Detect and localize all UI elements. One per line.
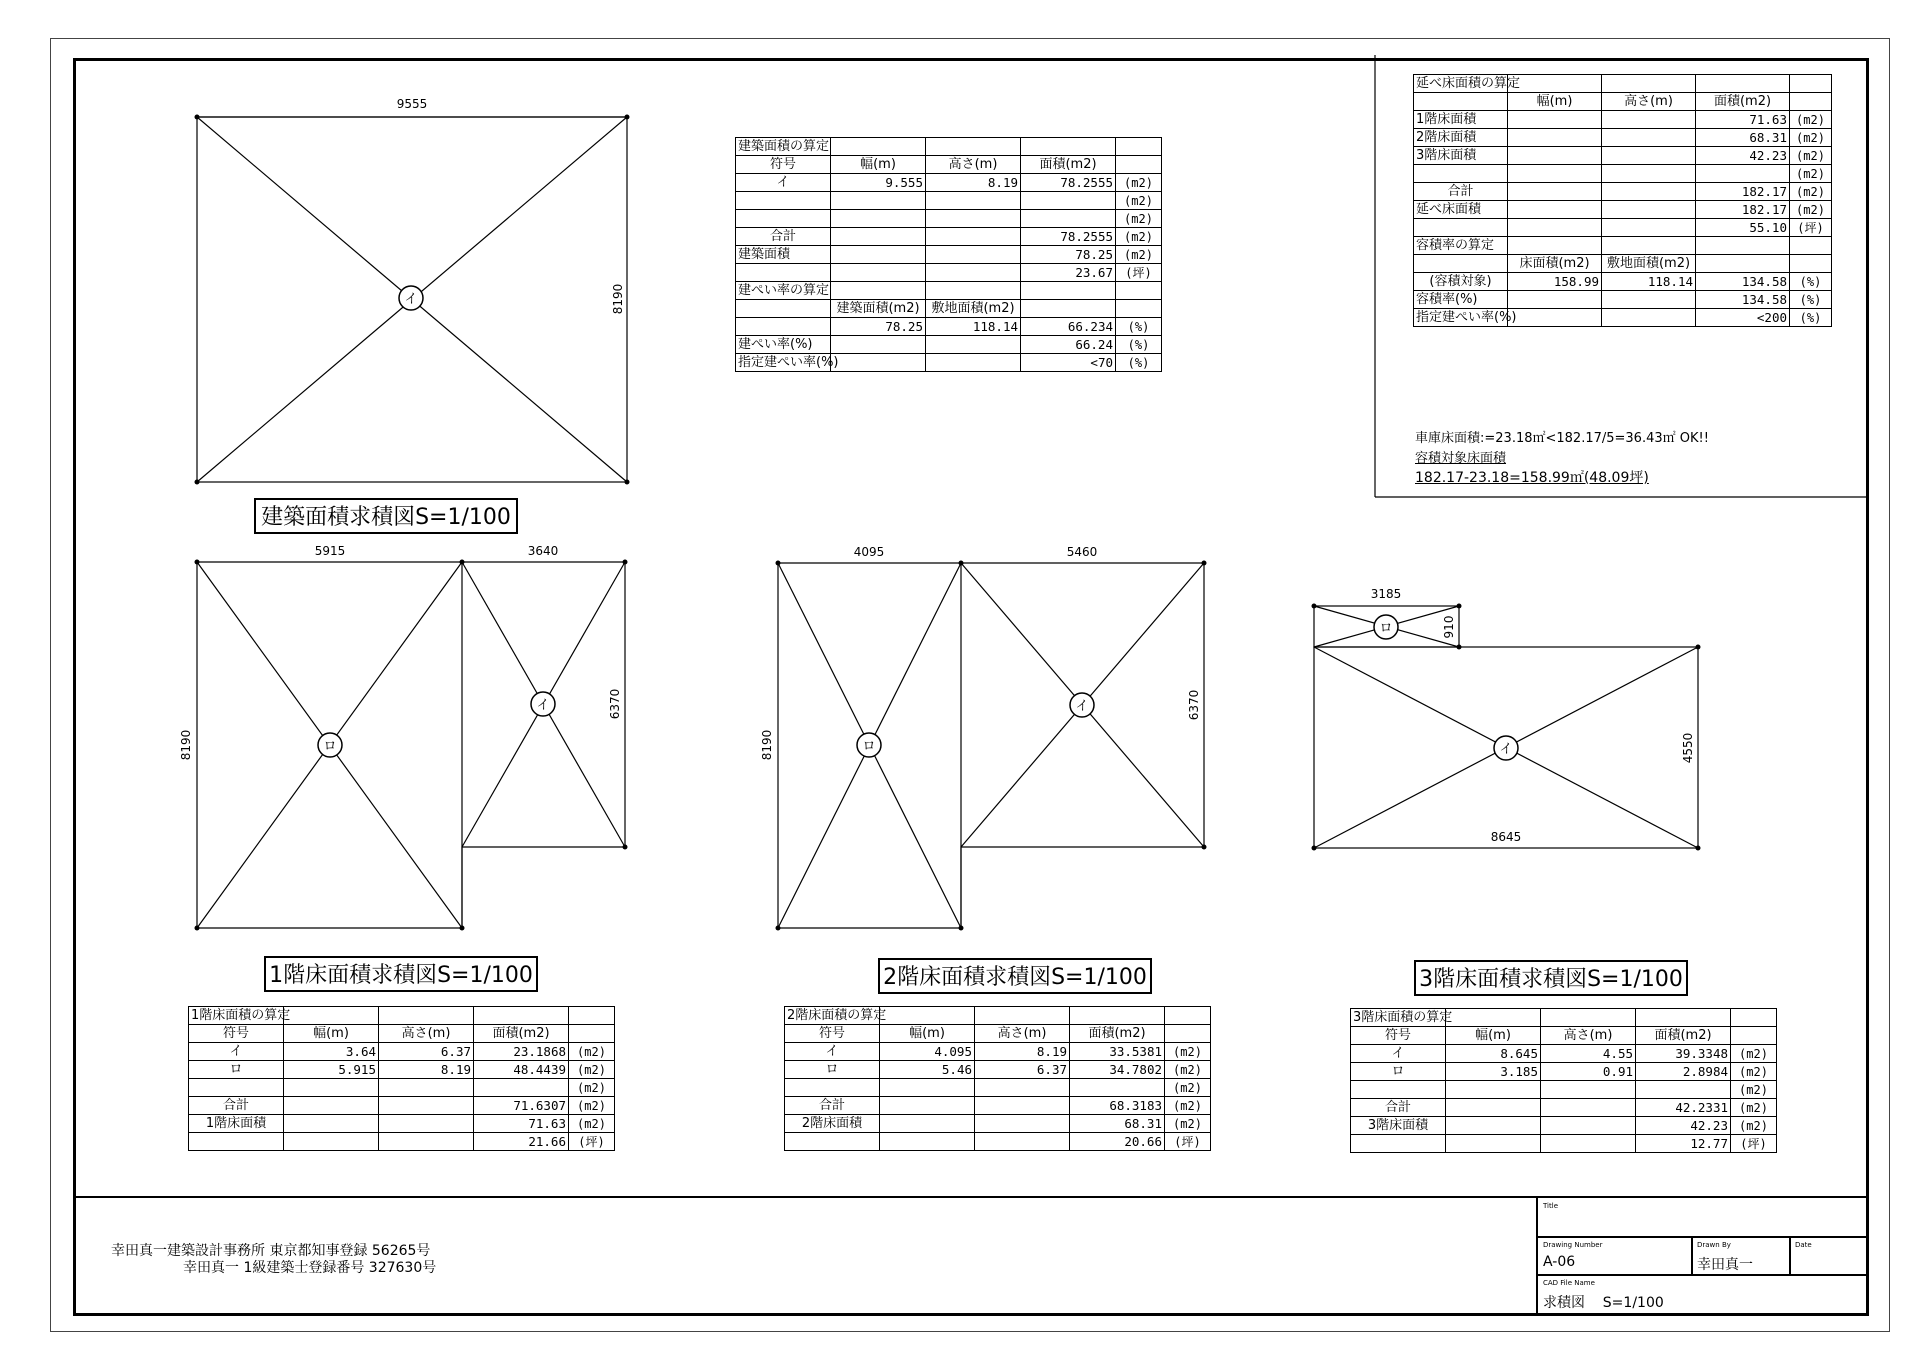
total-table-title: 延べ床面積の算定 bbox=[1414, 75, 1508, 93]
marker-floor1-i bbox=[531, 692, 555, 716]
date-label: Date bbox=[1795, 1241, 1812, 1249]
cad-file-label: CAD File Name bbox=[1543, 1279, 1595, 1287]
marker-floor2-ro bbox=[857, 733, 881, 757]
table-row: 1階床面積 71.63 (m2) bbox=[189, 1115, 615, 1133]
dim-floor3-small-width: 3185 bbox=[1370, 587, 1402, 601]
floor1-area-table: 1階床面積の算定 符号 幅(m) 高さ(m) 面積(m2) イ 3.64 6.37 23.1868 (m2) ロ 5.915 8.19 48.4439 (m2) (m2) 合計 71.6307 (m2) 1階床面積 71.63 (m2) 21.66 (坪) bbox=[188, 1006, 615, 1151]
table-row: 建ぺい率(%) 66.24 (%) bbox=[736, 336, 1162, 354]
svg-text:イ: イ bbox=[1499, 742, 1513, 757]
floor2-diagram bbox=[778, 563, 1204, 928]
dim-floor3-big-width: 8645 bbox=[1490, 830, 1522, 844]
floor2-table-title: 2階床面積の算定 bbox=[785, 1007, 880, 1025]
target-area-calc: 182.17-23.18=158.99㎡(48.09坪) bbox=[1415, 470, 1649, 486]
floor2-diagram-caption: 2階床面積求積図S=1/100 bbox=[878, 958, 1152, 994]
table-row: ロ 5.915 8.19 48.4439 (m2) bbox=[189, 1061, 615, 1079]
table-row: 1階床面積 71.63 (m2) bbox=[1414, 111, 1832, 129]
floor3-diagram bbox=[1314, 606, 1698, 848]
floor3-diagram-caption: 3階床面積求積図S=1/100 bbox=[1414, 960, 1688, 996]
table-row: イ 3.64 6.37 23.1868 (m2) bbox=[189, 1043, 615, 1061]
table-row: 23.67 (坪) bbox=[736, 264, 1162, 282]
table-row: 合計 42.2331 (m2) bbox=[1351, 1099, 1777, 1117]
svg-text:イ: イ bbox=[1075, 699, 1089, 714]
drawing-number: A-06 bbox=[1543, 1254, 1576, 1270]
drawn-by-label: Drawn By bbox=[1697, 1241, 1731, 1249]
marker-building-i bbox=[399, 286, 423, 310]
floor3-area-table: 3階床面積の算定 符号 幅(m) 高さ(m) 面積(m2) イ 8.645 4.55 39.3348 (m2) ロ 3.185 0.91 2.8984 (m2) (m2) 合計 42.2331 (m2) 3階床面積 42.23 (m2) 12.77 (坪) bbox=[1350, 1008, 1777, 1153]
total-floor-area-table: 延べ床面積の算定 幅(m) 高さ(m) 面積(m2) 1階床面積 71.63 (m2) 2階床面積 68.31 (m2) 3階床面積 42.23 (m2) (m2) 合計 182.17 (m2) 延べ床面積 182.17 (m2) 55.10 (坪) 容積率の算定 床面積(m2) 敷地面積(m2) (容積対象) 158.99 118.14 134.58 (%) 容積率(%) 134.58 (%) 指定建ぺい率(%) <200 (%) bbox=[1413, 74, 1832, 327]
drawn-by: 幸田真一 bbox=[1697, 1257, 1753, 1273]
table-row: 3階床面積 42.23 (m2) bbox=[1414, 147, 1832, 165]
table-row: 55.10 (坪) bbox=[1414, 219, 1832, 237]
dim-building-height: 8190 bbox=[611, 283, 625, 315]
dim-floor3-big-height: 4550 bbox=[1681, 732, 1695, 764]
office-name: 幸田真一建築設計事務所 東京都知事登録 56265号 bbox=[111, 1243, 431, 1259]
dim-floor1-height-b: 6370 bbox=[608, 688, 622, 720]
table-row: 20.66 (坪) bbox=[785, 1133, 1211, 1151]
table-row: 合計 182.17 (m2) bbox=[1414, 183, 1832, 201]
table-row: 合計 78.2555 (m2) bbox=[736, 228, 1162, 246]
dim-building-width: 9555 bbox=[396, 97, 428, 111]
table-row: ロ 3.185 0.91 2.8984 (m2) bbox=[1351, 1063, 1777, 1081]
architect-registration: 幸田真一 1級建築士登録番号 327630号 bbox=[183, 1260, 437, 1276]
building-table-title: 建築面積の算定 bbox=[736, 138, 831, 156]
dim-floor2-a: 4095 bbox=[853, 545, 885, 559]
table-row: 指定建ぺい率(%) <70 (%) bbox=[736, 354, 1162, 372]
table-row: 21.66 (坪) bbox=[189, 1133, 615, 1151]
table-row: 容積率(%) 134.58 (%) bbox=[1414, 291, 1832, 309]
table-row: 合計 68.3183 (m2) bbox=[785, 1097, 1211, 1115]
marker-floor3-i bbox=[1494, 736, 1518, 760]
table-row: 3階床面積 42.23 (m2) bbox=[1351, 1117, 1777, 1135]
table-row: (容積対象) 158.99 118.14 134.58 (%) bbox=[1414, 273, 1832, 291]
dim-floor1-height-a: 8190 bbox=[179, 729, 193, 761]
svg-text:イ: イ bbox=[536, 698, 550, 713]
dim-floor2-b: 5460 bbox=[1066, 545, 1098, 559]
title-label: Title bbox=[1543, 1202, 1559, 1210]
marker-floor1-ro bbox=[318, 733, 342, 757]
far-title: 容積率の算定 bbox=[1414, 237, 1508, 255]
table-row: (m2) bbox=[189, 1079, 615, 1097]
table-row: 建築面積 78.25 (m2) bbox=[736, 246, 1162, 264]
table-row: (m2) bbox=[736, 210, 1162, 228]
table-row: イ 8.645 4.55 39.3348 (m2) bbox=[1351, 1045, 1777, 1063]
table-row: 78.25 118.14 66.234 (%) bbox=[736, 318, 1162, 336]
table-row: ロ 5.46 6.37 34.7802 (m2) bbox=[785, 1061, 1211, 1079]
table-row: 12.77 (坪) bbox=[1351, 1135, 1777, 1153]
garage-note: 車庫床面積:=23.18㎡<182.17/5=36.43㎡ OK!! bbox=[1415, 431, 1709, 446]
dim-floor2-height-b: 6370 bbox=[1187, 689, 1201, 721]
floor1-table-title: 1階床面積の算定 bbox=[189, 1007, 284, 1025]
marker-floor3-ro bbox=[1374, 615, 1398, 639]
cad-file-name: 求積図 S=1/100 bbox=[1543, 1295, 1664, 1311]
floor2-area-table: 2階床面積の算定 符号 幅(m) 高さ(m) 面積(m2) イ 4.095 8.19 33.5381 (m2) ロ 5.46 6.37 34.7802 (m2) (m2) 合計 68.3183 (m2) 2階床面積 68.31 (m2) 20.66 (坪) bbox=[784, 1006, 1211, 1151]
table-row: (m2) bbox=[736, 192, 1162, 210]
dim-floor1-a: 5915 bbox=[314, 544, 346, 558]
dim-floor2-height-a: 8190 bbox=[760, 729, 774, 761]
marker-floor2-i bbox=[1070, 693, 1094, 717]
table-row: イ 9.555 8.19 78.2555 (m2) bbox=[736, 174, 1162, 192]
table-row: 指定建ぺい率(%) <200 (%) bbox=[1414, 309, 1832, 327]
svg-text:ロ: ロ bbox=[323, 739, 337, 754]
target-area-label: 容積対象床面積 bbox=[1415, 451, 1507, 466]
coverage-title: 建ぺい率の算定 bbox=[736, 282, 831, 300]
building-diagram-caption: 建築面積求積図S=1/100 bbox=[254, 498, 518, 534]
table-row: (m2) bbox=[1414, 165, 1832, 183]
drawing-number-label: Drawing Number bbox=[1543, 1241, 1603, 1249]
svg-text:ロ: ロ bbox=[1379, 621, 1393, 636]
table-row: 2階床面積 68.31 (m2) bbox=[785, 1115, 1211, 1133]
table-row: (m2) bbox=[1351, 1081, 1777, 1099]
table-row: 延べ床面積 182.17 (m2) bbox=[1414, 201, 1832, 219]
table-row: 合計 71.6307 (m2) bbox=[189, 1097, 615, 1115]
dim-floor1-b: 3640 bbox=[527, 544, 559, 558]
building-area-table: 建築面積の算定 符号 幅(m) 高さ(m) 面積(m2) イ 9.555 8.19 78.2555 (m2) (m2) (m2) 合計 78.2555 (m2) 建築面積 78.25 (m2) 23.67 (坪) 建ぺい率の算定 建築面積(m2) 敷地面積(m2) 78.25 118.14 66.234 (%) 建ぺい率(%) 66.24 (%) 指定建ぺい率(%) <70 (%) bbox=[735, 137, 1162, 372]
floor3-table-title: 3階床面積の算定 bbox=[1351, 1009, 1446, 1027]
table-row: 2階床面積 68.31 (m2) bbox=[1414, 129, 1832, 147]
table-row: イ 4.095 8.19 33.5381 (m2) bbox=[785, 1043, 1211, 1061]
svg-text:ロ: ロ bbox=[862, 739, 876, 754]
svg-text:イ: イ bbox=[404, 292, 418, 307]
dim-floor3-small-height: 910 bbox=[1442, 615, 1456, 639]
floor1-diagram bbox=[197, 562, 625, 928]
table-row: (m2) bbox=[785, 1079, 1211, 1097]
floor1-diagram-caption: 1階床面積求積図S=1/100 bbox=[264, 956, 538, 992]
